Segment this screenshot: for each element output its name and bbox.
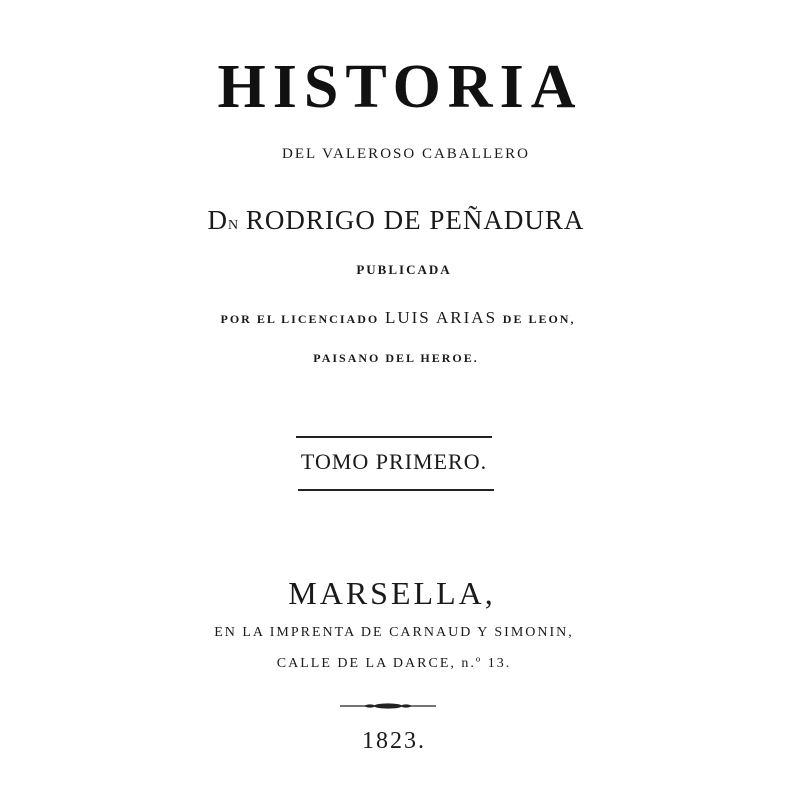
bottom-rule bbox=[298, 489, 494, 491]
book-title: HISTORIA bbox=[217, 53, 583, 121]
hero-prefix: D bbox=[207, 205, 229, 235]
volume-label: TOMO PRIMERO. bbox=[300, 449, 488, 474]
compatriot-line: PAISANO DEL HEROE. bbox=[313, 351, 479, 365]
imprint-printer: EN LA IMPRENTA DE CARNAUD Y SIMONIN, bbox=[214, 625, 574, 640]
publication-year: 1823. bbox=[362, 728, 426, 754]
imprint-city: MARSELLA, bbox=[288, 575, 496, 611]
hero-prefix-suffix: N bbox=[228, 218, 239, 233]
author-name: LUIS ARIAS bbox=[384, 308, 498, 327]
top-rule bbox=[296, 436, 492, 438]
imprint-street: CALLE DE LA DARCE, n.º 13. bbox=[276, 656, 512, 671]
hero-name-line bbox=[0, 205, 796, 236]
author-prefix: POR EL LICENCIADO bbox=[220, 312, 380, 326]
author-line bbox=[0, 308, 798, 328]
author-suffix: DE LEON, bbox=[502, 312, 576, 326]
book-subtitle: DEL VALEROSO CABALLERO bbox=[282, 146, 530, 162]
hero-name: RODRIGO DE PEÑADURA bbox=[245, 205, 585, 235]
published-label: PUBLICADA bbox=[356, 262, 452, 277]
ornament-rule bbox=[340, 700, 436, 712]
